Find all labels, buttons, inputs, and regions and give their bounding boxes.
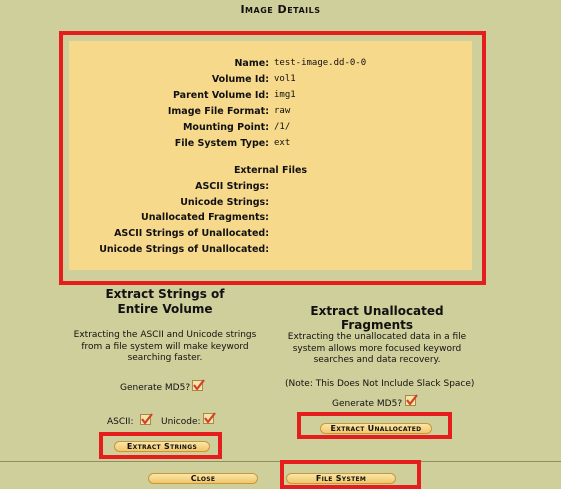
ascii-unallocated-label: ASCII Strings of Unallocated: [114, 228, 269, 239]
parent-volume-value: img1 [274, 90, 296, 100]
unallocated-fragments-row [69, 212, 472, 228]
extract-strings-desc-line: Extracting the ASCII and Unicode strings [73, 330, 257, 340]
unallocated-md5-checkbox[interactable] [405, 395, 416, 406]
ascii-unallocated-row [69, 228, 472, 244]
name-value: test-image.dd-0-0 [274, 58, 367, 68]
ascii-checkbox[interactable] [140, 414, 151, 425]
name-row [69, 58, 472, 74]
strings-md5-label: Generate MD5? [120, 383, 191, 393]
ascii-label: ASCII: [107, 417, 134, 427]
extract-strings-desc-line: from a file system will make keyword [81, 341, 249, 352]
volume-id-row [69, 74, 472, 90]
unicode-unallocated-label: Unicode Strings of Unallocated: [99, 244, 269, 255]
external-files-heading: External Files [233, 165, 308, 176]
extract-unallocated-desc-line: searches and data recovery. [313, 355, 441, 365]
unicode-strings-row [69, 197, 472, 213]
checkmark-icon [405, 393, 419, 407]
extract-strings-title-1: Extract Strings of [105, 287, 225, 301]
strings-md5-checkbox[interactable] [192, 380, 203, 391]
parent-volume-row [69, 90, 472, 106]
image-format-row [69, 106, 472, 122]
extract-unallocated-desc-line: Extracting the unallocated data in a file [287, 332, 467, 342]
unallocated-md5-label: Generate MD5? [332, 399, 403, 409]
volume-id-label: Volume Id: [211, 74, 269, 85]
extract-unallocated-desc-line: system allows more focused keyword [292, 343, 462, 354]
page-title: Image Details [240, 3, 321, 16]
parent-volume-label: Parent Volume Id: [172, 90, 269, 101]
unicode-label: Unicode: [161, 417, 201, 427]
image-format-value: raw [274, 106, 291, 116]
extract-strings-button[interactable]: Extract Strings [114, 441, 210, 452]
extract-strings-title-2: Entire Volume [117, 302, 213, 316]
unallocated-fragments-label: Unallocated Fragments: [141, 212, 269, 223]
fs-type-row [69, 138, 472, 154]
close-button[interactable]: Close [148, 473, 258, 484]
ascii-strings-label: ASCII Strings: [195, 181, 269, 192]
checkmark-icon [140, 412, 154, 426]
extract-unallocated-description [277, 332, 477, 367]
extract-unallocated-title: Extract Unallocated Fragments [310, 304, 444, 332]
image-details-panel [69, 41, 472, 270]
mounting-point-row [69, 122, 472, 138]
extract-unallocated-button[interactable]: Extract Unallocated [320, 423, 432, 434]
mounting-point-value: /1/ [274, 122, 291, 132]
unicode-unallocated-row [69, 244, 472, 260]
checkmark-icon [203, 411, 217, 425]
unicode-strings-label: Unicode Strings: [180, 197, 269, 208]
fs-type-label: File System Type: [174, 138, 269, 149]
file-system-button[interactable]: File System [286, 473, 396, 484]
fs-type-value: ext [274, 138, 291, 148]
checkmark-icon [192, 378, 206, 392]
volume-id-value: vol1 [274, 74, 296, 84]
ascii-strings-row [69, 181, 472, 197]
name-label: Name: [234, 58, 269, 69]
mounting-point-label: Mounting Point: [182, 122, 269, 133]
extract-strings-desc-line: searching faster. [127, 353, 203, 363]
slack-space-note: (Note: This Does Not Include Slack Space) [285, 379, 475, 389]
unicode-checkbox[interactable] [203, 413, 214, 424]
image-format-label: Image File Format: [167, 106, 269, 117]
extract-strings-description [55, 330, 275, 365]
